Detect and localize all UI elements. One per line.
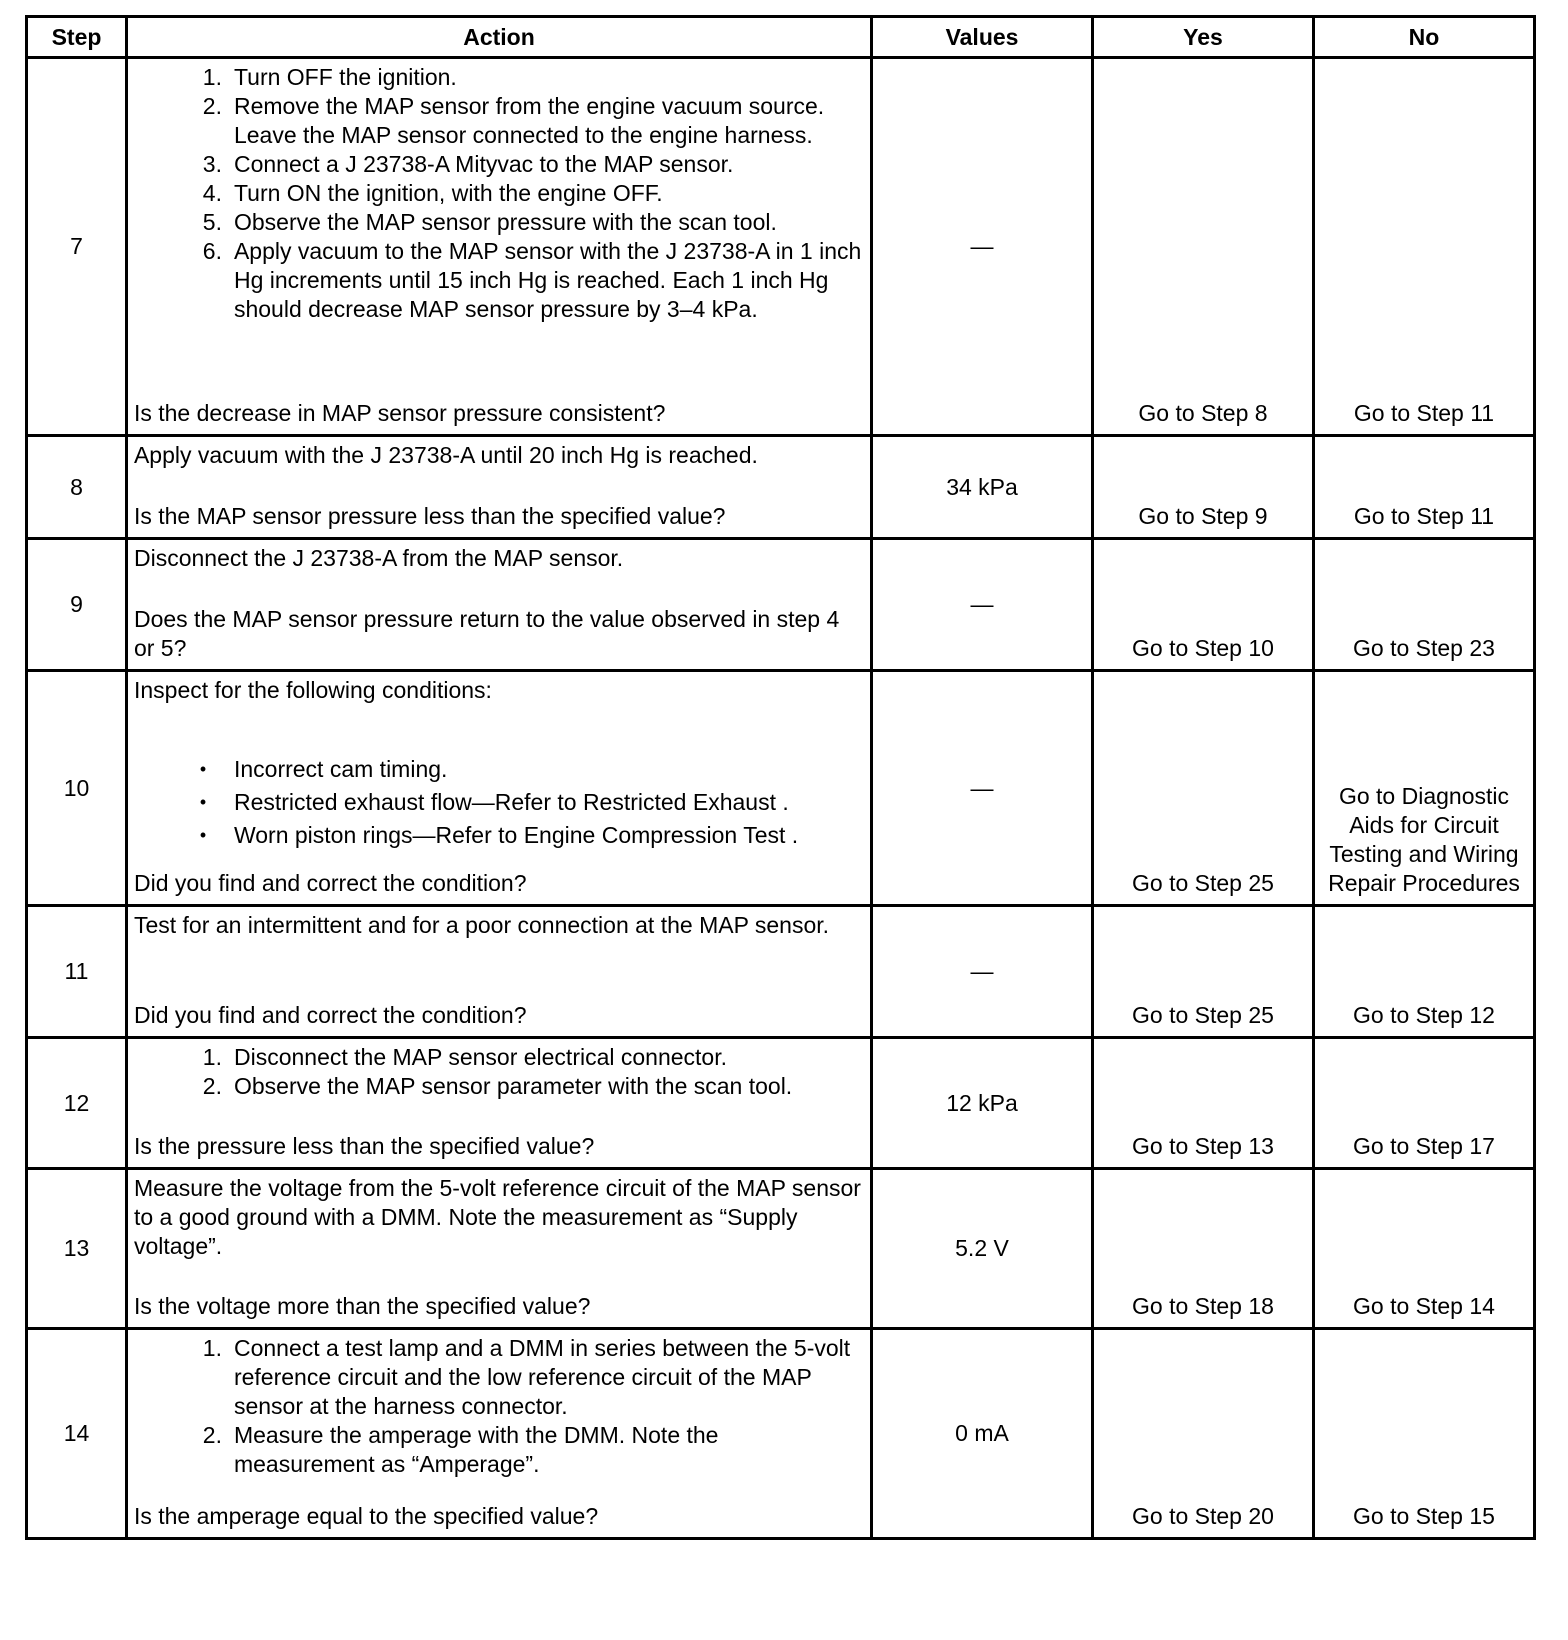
action-question: Is the amperage equal to the specified value? bbox=[133, 1503, 599, 1529]
action-cell bbox=[126, 671, 871, 906]
spec-value: — bbox=[872, 671, 1093, 906]
table-row bbox=[27, 58, 1535, 436]
header-yes: Yes bbox=[1093, 17, 1314, 58]
list-item bbox=[134, 208, 864, 237]
spec-value: 0 mA bbox=[872, 1329, 1093, 1539]
list-item bbox=[134, 63, 864, 92]
no-cell bbox=[1313, 671, 1534, 906]
yes-action: Go to Step 10 bbox=[1132, 635, 1274, 661]
item-text: Connect a test lamp and a DMM in series between the 5-volt reference circuit and the low reference circuit of the MAP sensor at the harness connector. bbox=[233, 1335, 851, 1419]
item-text: Disconnect the MAP sensor electrical connector. bbox=[233, 1044, 728, 1070]
action-content bbox=[128, 672, 870, 904]
no-cell bbox=[1313, 436, 1534, 539]
no-cell bbox=[1313, 1329, 1534, 1539]
item-text: Observe the MAP sensor parameter with the scan tool. bbox=[233, 1073, 793, 1099]
action-content bbox=[128, 1170, 870, 1327]
step-number: 7 bbox=[27, 58, 127, 436]
action-question: Is the decrease in MAP sensor pressure consistent? bbox=[133, 400, 666, 426]
table-row bbox=[27, 1169, 1535, 1329]
table-row bbox=[27, 671, 1535, 906]
action-intro: Measure the voltage from the 5-volt reference circuit of the MAP sensor to a good ground with a DMM. Note the measurement as “Supply voltage”. bbox=[133, 1175, 861, 1259]
header-action: Action bbox=[126, 17, 871, 58]
step-number: 12 bbox=[27, 1038, 127, 1169]
action-cell bbox=[126, 436, 871, 539]
step-number: 10 bbox=[27, 671, 127, 906]
table-row bbox=[27, 1038, 1535, 1169]
yes-action: Go to Step 25 bbox=[1132, 1002, 1274, 1028]
action-intro: Disconnect the J 23738-A from the MAP sensor. bbox=[133, 545, 624, 571]
item-number: 3. bbox=[202, 151, 222, 177]
action-cell bbox=[126, 539, 871, 671]
action-cell bbox=[126, 1329, 871, 1539]
action-list bbox=[134, 1043, 864, 1101]
no-action: Go to Step 23 bbox=[1353, 635, 1495, 661]
yes-cell bbox=[1093, 1038, 1314, 1169]
action-instructions bbox=[134, 544, 864, 573]
item-number: 1. bbox=[202, 1044, 222, 1070]
action-intro: Test for an intermittent and for a poor connection at the MAP sensor. bbox=[133, 912, 830, 938]
yes-cell bbox=[1093, 58, 1314, 436]
action-content bbox=[128, 540, 870, 669]
step-number: 9 bbox=[27, 539, 127, 671]
item-text: Remove the MAP sensor from the engine vacuum source. Leave the MAP sensor connected to the engine harness. bbox=[233, 93, 825, 148]
action-question: Does the MAP sensor pressure return to the value observed in step 4 or 5? bbox=[133, 606, 840, 661]
step-number: 14 bbox=[27, 1329, 127, 1539]
step-number: 13 bbox=[27, 1169, 127, 1329]
item-text: Connect a J 23738-A Mityvac to the MAP sensor. bbox=[233, 151, 734, 177]
item-text: Turn ON the ignition, with the engine OFF. bbox=[233, 180, 663, 206]
table-row bbox=[27, 906, 1535, 1038]
yes-action: Go to Step 9 bbox=[1138, 503, 1268, 529]
header-no: No bbox=[1313, 17, 1534, 58]
action-question: Is the voltage more than the specified value? bbox=[133, 1293, 591, 1319]
action-list bbox=[134, 1334, 864, 1479]
action-list bbox=[134, 63, 864, 324]
action-instructions bbox=[134, 63, 864, 324]
step-number: 8 bbox=[27, 436, 127, 539]
yes-cell bbox=[1093, 1169, 1314, 1329]
no-cell bbox=[1313, 1038, 1534, 1169]
list-item bbox=[134, 1334, 864, 1421]
action-question: Did you find and correct the condition? bbox=[133, 870, 527, 896]
yes-action: Go to Step 18 bbox=[1132, 1293, 1274, 1319]
no-action: Go to Diagnostic Aids for Circuit Testing and Wiring Repair Procedures bbox=[1328, 783, 1520, 896]
action-cell bbox=[126, 58, 871, 436]
action-instructions bbox=[134, 441, 864, 470]
no-action: Go to Step 11 bbox=[1353, 503, 1495, 529]
action-content bbox=[128, 1039, 870, 1167]
spec-value: — bbox=[872, 58, 1093, 436]
action-content bbox=[128, 1330, 870, 1537]
no-cell bbox=[1313, 58, 1534, 436]
table-row bbox=[27, 539, 1535, 671]
header-values: Values bbox=[872, 17, 1093, 58]
action-instructions bbox=[134, 1043, 864, 1101]
list-item bbox=[134, 1072, 864, 1101]
item-number: 4. bbox=[202, 180, 222, 206]
item-text: Incorrect cam timing. bbox=[233, 756, 448, 782]
spec-value: — bbox=[872, 539, 1093, 671]
bullet-marker: • bbox=[199, 792, 207, 812]
item-text: Turn OFF the ignition. bbox=[233, 64, 457, 90]
action-content bbox=[128, 437, 870, 537]
action-instructions bbox=[134, 911, 864, 940]
action-intro: Inspect for the following conditions: bbox=[133, 677, 492, 703]
item-text: Measure the amperage with the DMM. Note the measurement as “Amperage”. bbox=[233, 1422, 719, 1477]
no-action: Go to Step 15 bbox=[1353, 1503, 1495, 1529]
item-text: Worn piston rings—Refer to Engine Compression Test . bbox=[233, 822, 799, 848]
item-text: Apply vacuum to the MAP sensor with the J 23738-A in 1 inch Hg increments until 15 inch Hg is reached. Each 1 inch Hg should decrease MAP sensor pressure by 3–4 kPa. bbox=[233, 238, 862, 322]
spec-value: 12 kPa bbox=[872, 1038, 1093, 1169]
no-cell bbox=[1313, 539, 1534, 671]
list-item bbox=[134, 237, 864, 324]
spec-value: 5.2 V bbox=[872, 1169, 1093, 1329]
yes-action: Go to Step 13 bbox=[1132, 1133, 1274, 1159]
action-cell bbox=[126, 1038, 871, 1169]
action-content bbox=[128, 59, 870, 434]
item-number: 2. bbox=[202, 93, 222, 119]
header-row bbox=[27, 17, 1535, 58]
yes-cell bbox=[1093, 1329, 1314, 1539]
yes-action: Go to Step 20 bbox=[1132, 1503, 1274, 1529]
item-number: 6. bbox=[202, 238, 222, 264]
item-number: 5. bbox=[202, 209, 222, 235]
item-text: Observe the MAP sensor pressure with the scan tool. bbox=[233, 209, 777, 235]
bullet-marker: • bbox=[199, 759, 207, 779]
list-item bbox=[134, 786, 864, 819]
action-instructions bbox=[134, 676, 864, 852]
action-instructions bbox=[134, 1174, 864, 1261]
yes-cell bbox=[1093, 906, 1314, 1038]
item-number: 1. bbox=[202, 64, 222, 90]
yes-cell bbox=[1093, 436, 1314, 539]
diagnostic-table bbox=[25, 15, 1536, 1540]
header-step: Step bbox=[27, 17, 127, 58]
action-question: Is the MAP sensor pressure less than the specified value? bbox=[133, 503, 726, 529]
action-list bbox=[134, 753, 864, 852]
spec-value: 34 kPa bbox=[872, 436, 1093, 539]
action-instructions bbox=[134, 1334, 864, 1479]
bullet-marker: • bbox=[199, 825, 207, 845]
table-body bbox=[27, 58, 1535, 1539]
item-text: Restricted exhaust flow—Refer to Restricted Exhaust . bbox=[233, 789, 789, 815]
list-item bbox=[134, 819, 864, 852]
no-cell bbox=[1313, 906, 1534, 1038]
action-content bbox=[128, 907, 870, 1036]
item-number: 2. bbox=[202, 1422, 222, 1448]
no-action: Go to Step 17 bbox=[1353, 1133, 1495, 1159]
table-row bbox=[27, 1329, 1535, 1539]
no-action: Go to Step 12 bbox=[1353, 1002, 1495, 1028]
action-question: Did you find and correct the condition? bbox=[133, 1002, 527, 1028]
list-item bbox=[134, 1421, 864, 1479]
action-cell bbox=[126, 906, 871, 1038]
list-item bbox=[134, 150, 864, 179]
yes-cell bbox=[1093, 671, 1314, 906]
yes-cell bbox=[1093, 539, 1314, 671]
action-intro: Apply vacuum with the J 23738-A until 20 inch Hg is reached. bbox=[133, 442, 758, 468]
list-item bbox=[134, 753, 864, 786]
list-item bbox=[134, 1043, 864, 1072]
no-action: Go to Step 14 bbox=[1353, 1293, 1495, 1319]
action-cell bbox=[126, 1169, 871, 1329]
spec-value: — bbox=[872, 906, 1093, 1038]
table-row bbox=[27, 436, 1535, 539]
item-number: 2. bbox=[202, 1073, 222, 1099]
action-question: Is the pressure less than the specified value? bbox=[133, 1133, 595, 1159]
step-number: 11 bbox=[27, 906, 127, 1038]
yes-action: Go to Step 8 bbox=[1138, 400, 1268, 426]
item-number: 1. bbox=[202, 1335, 222, 1361]
list-item bbox=[134, 179, 864, 208]
no-action: Go to Step 11 bbox=[1353, 400, 1495, 426]
list-item bbox=[134, 92, 864, 150]
no-cell bbox=[1313, 1169, 1534, 1329]
yes-action: Go to Step 25 bbox=[1132, 870, 1274, 896]
